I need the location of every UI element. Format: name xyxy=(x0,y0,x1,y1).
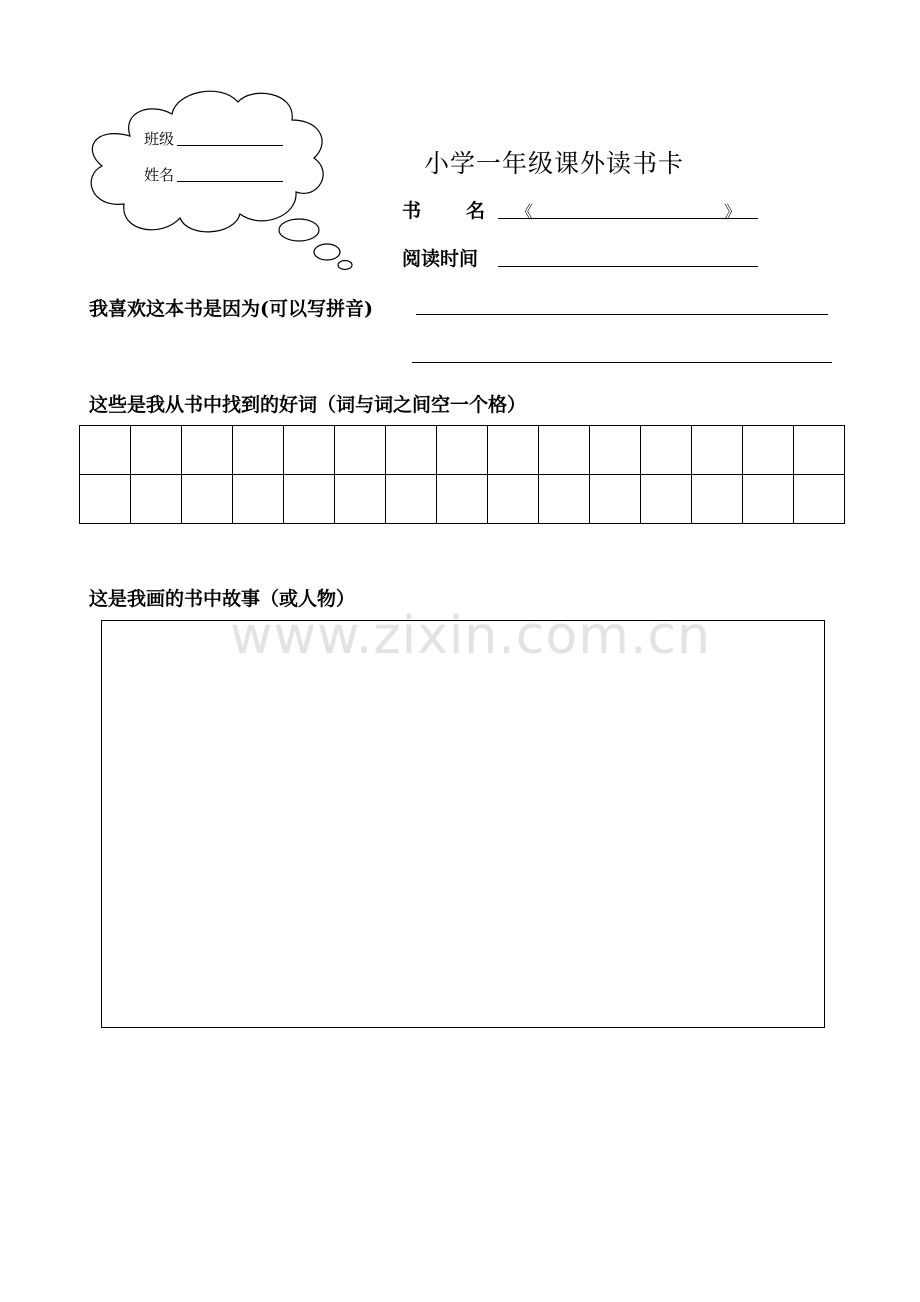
words-grid-cell[interactable] xyxy=(743,426,794,475)
words-grid-cell[interactable] xyxy=(131,426,182,475)
book-label-char1: 书 xyxy=(402,200,422,222)
book-title-input-line[interactable] xyxy=(498,218,758,219)
words-grid-cell[interactable] xyxy=(590,475,641,524)
words-grid-cell[interactable] xyxy=(539,426,590,475)
words-grid-cell[interactable] xyxy=(284,426,335,475)
words-grid-cell[interactable] xyxy=(335,475,386,524)
words-grid-cell[interactable] xyxy=(182,475,233,524)
words-grid-cell[interactable] xyxy=(386,475,437,524)
words-grid-cell[interactable] xyxy=(794,426,845,475)
words-grid-cell[interactable] xyxy=(488,426,539,475)
words-grid-cell[interactable] xyxy=(233,426,284,475)
words-grid-row xyxy=(80,426,845,475)
words-grid-cell[interactable] xyxy=(590,426,641,475)
open-bracket: 《 xyxy=(516,203,533,223)
words-grid-cell[interactable] xyxy=(386,426,437,475)
words-grid-cell[interactable] xyxy=(488,475,539,524)
reason-prompt: 我喜欢这本书是因为(可以写拼音) xyxy=(89,298,373,320)
words-grid-cell[interactable] xyxy=(692,426,743,475)
words-grid-cell[interactable] xyxy=(80,426,131,475)
drawing-prompt: 这是我画的书中故事（或人物） xyxy=(89,588,356,610)
words-grid-cell[interactable] xyxy=(794,475,845,524)
name-label: 姓名 xyxy=(144,166,175,184)
words-grid-cell[interactable] xyxy=(284,475,335,524)
close-bracket: 》 xyxy=(724,203,741,223)
reason-input-line-1[interactable] xyxy=(416,314,828,315)
reading-time-input-line[interactable] xyxy=(498,266,758,267)
thought-cloud xyxy=(84,84,356,274)
reading-time-label: 阅读时间 xyxy=(402,248,479,270)
drawing-area[interactable] xyxy=(101,620,825,1028)
words-grid-cell[interactable] xyxy=(131,475,182,524)
words-grid-cell[interactable] xyxy=(641,475,692,524)
words-grid-cell[interactable] xyxy=(233,475,284,524)
words-grid xyxy=(79,425,845,524)
words-grid-cell[interactable] xyxy=(539,475,590,524)
words-prompt: 这些是我从书中找到的好词（词与词之间空一个格） xyxy=(89,394,527,416)
words-grid-cell[interactable] xyxy=(182,426,233,475)
class-label: 班级 xyxy=(144,130,175,148)
words-grid-cell[interactable] xyxy=(335,426,386,475)
book-label-char2: 名 xyxy=(466,200,486,222)
words-grid-cell[interactable] xyxy=(437,475,488,524)
name-input-line[interactable] xyxy=(177,181,283,182)
words-grid-cell[interactable] xyxy=(80,475,131,524)
words-grid-cell[interactable] xyxy=(641,426,692,475)
class-input-line[interactable] xyxy=(177,145,283,146)
watermark: www.zixin.com.cn xyxy=(230,606,711,666)
words-grid-cell[interactable] xyxy=(743,475,794,524)
reason-input-line-2[interactable] xyxy=(412,362,832,363)
words-grid-cell[interactable] xyxy=(437,426,488,475)
words-grid-row xyxy=(80,475,845,524)
words-grid-cell[interactable] xyxy=(692,475,743,524)
page-title: 小学一年级课外读书卡 xyxy=(424,149,685,178)
